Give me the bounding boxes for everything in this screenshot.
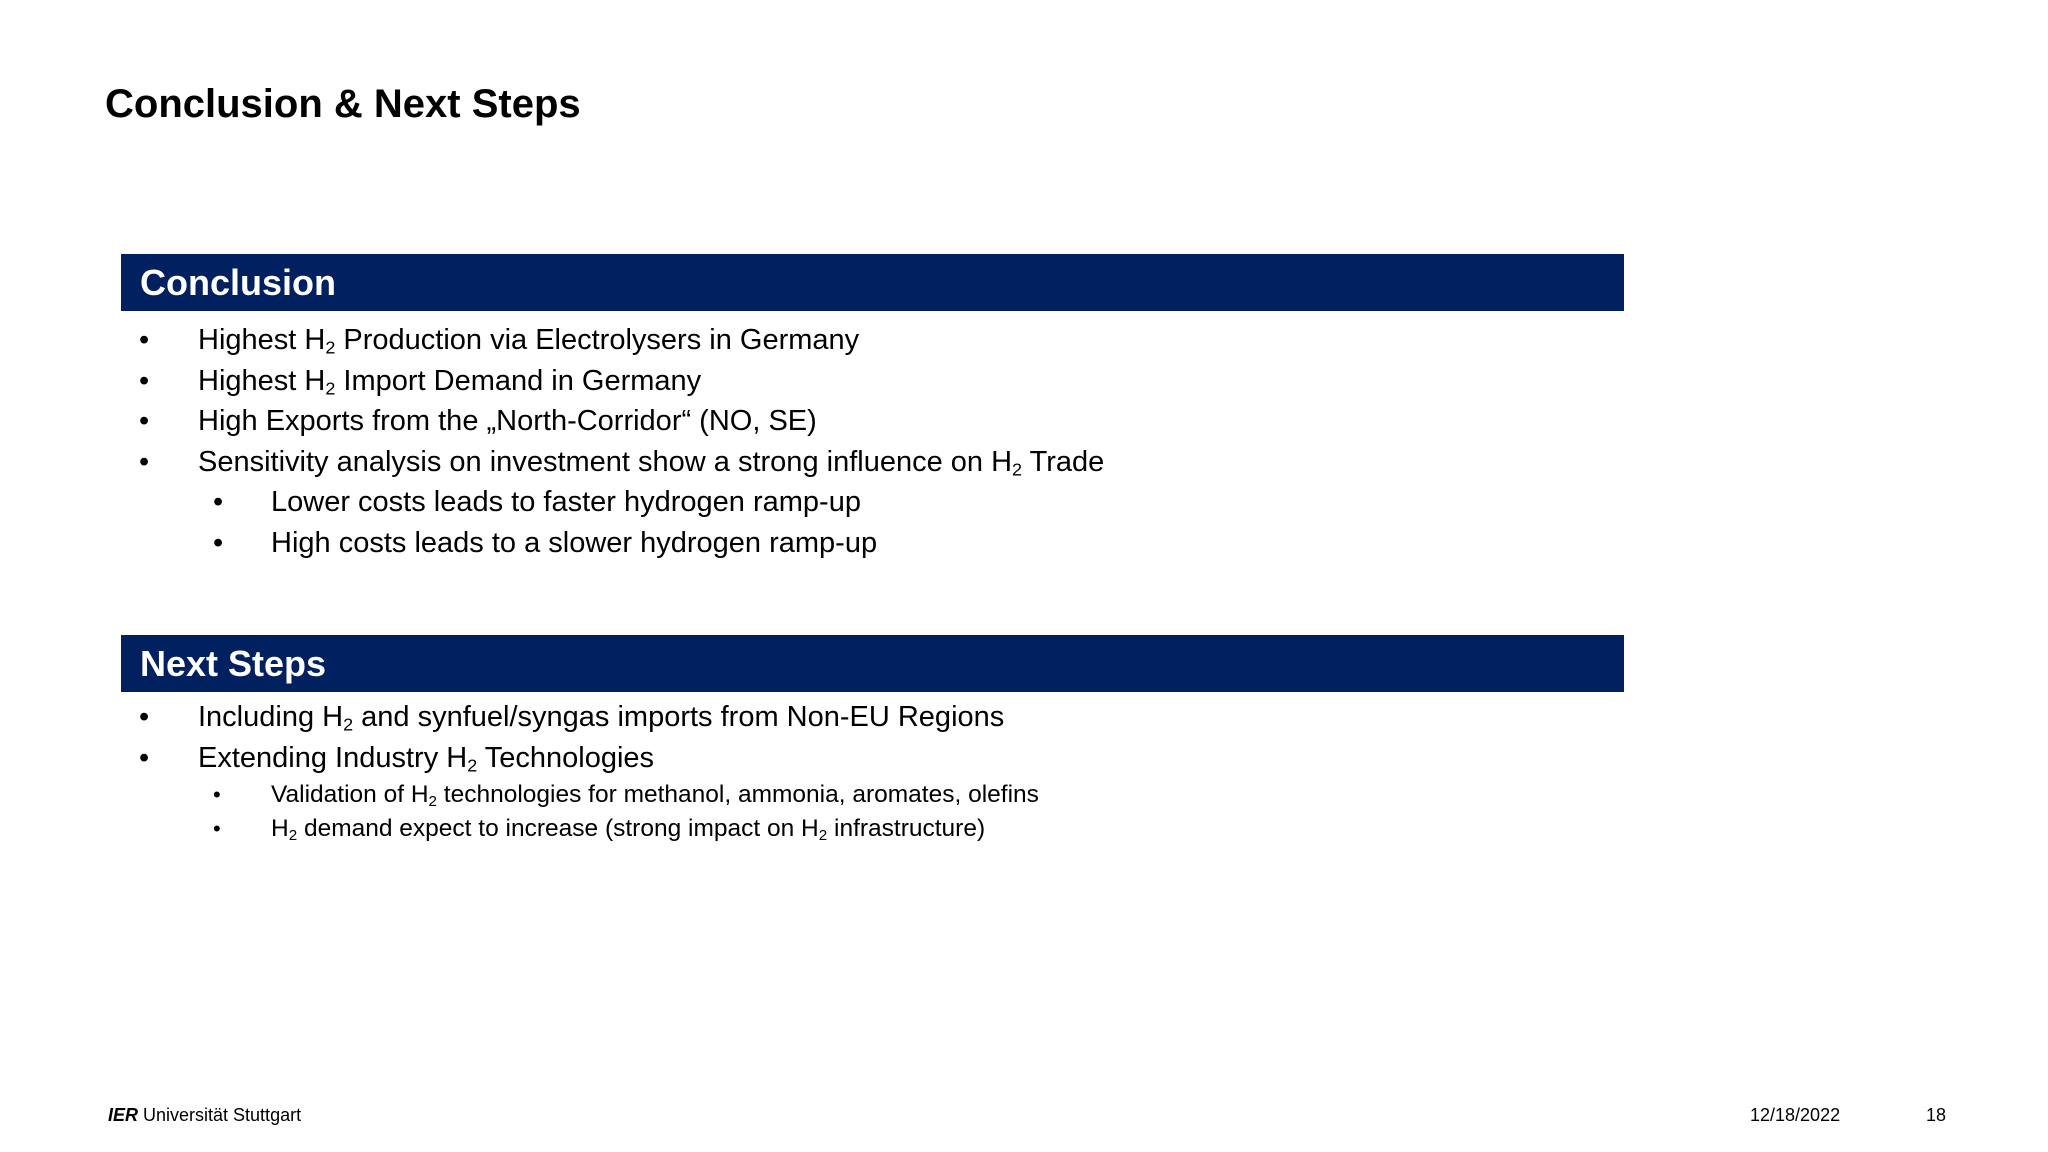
- list-item: • Sensitivity analysis on investment show a strong influence on $H_2$ Trade: [121, 442, 1104, 483]
- list-item: • Including $H_2$ and synfuel/syngas imports from Non-EU Regions: [121, 697, 1039, 738]
- list-item: • Highest $H_2$ Production via Electrolysers in Germany: [121, 320, 1104, 361]
- bullet-icon: •: [139, 324, 150, 356]
- list-item: • High Exports from the „North-Corridor“ (NO, SE): [121, 401, 1104, 442]
- bullet-icon: •: [139, 701, 150, 733]
- footer-page-number: 18: [1926, 1105, 1947, 1125]
- footer-org: [108, 1105, 301, 1126]
- conclusion-heading: Conclusion: [140, 261, 336, 303]
- bullet-icon: •: [213, 486, 224, 518]
- footer-org-name: Universität Stuttgart: [138, 1105, 302, 1125]
- sub-list-item: • High costs leads to a slower hydrogen ramp-up: [121, 523, 1104, 564]
- conclusion-list: [121, 320, 1104, 563]
- bullet-icon: •: [213, 782, 221, 807]
- sub-list-item: • Validation of $H_2$ technologies for methanol, ammonia, aromates, olefins: [121, 778, 1039, 812]
- list-item: • Extending Industry $H_2$ Technologies: [121, 738, 1039, 779]
- slide-title: Conclusion & Next Steps: [105, 82, 581, 126]
- bullet-icon: •: [139, 741, 150, 774]
- bullet-icon: •: [213, 816, 221, 841]
- next-steps-list: [121, 697, 1039, 846]
- next-steps-header: [121, 635, 1624, 692]
- bullet-icon: •: [139, 364, 150, 397]
- sub-list-item: • $H_2$ demand expect to increase (strong impact on $H_2$ infrastructure): [121, 812, 1039, 846]
- list-item: • Highest $H_2$ Import Demand in Germany: [121, 361, 1104, 402]
- sub-list-item: • Lower costs leads to faster hydrogen ramp-up: [121, 482, 1104, 523]
- conclusion-header: [121, 254, 1624, 311]
- footer-org-abbr: IER: [108, 1105, 139, 1125]
- bullet-icon: •: [213, 526, 224, 559]
- bullet-icon: •: [139, 405, 150, 437]
- footer-date: 12/18/2022: [1750, 1105, 1841, 1125]
- next-steps-heading: Next Steps: [140, 642, 327, 684]
- bullet-icon: •: [139, 445, 150, 478]
